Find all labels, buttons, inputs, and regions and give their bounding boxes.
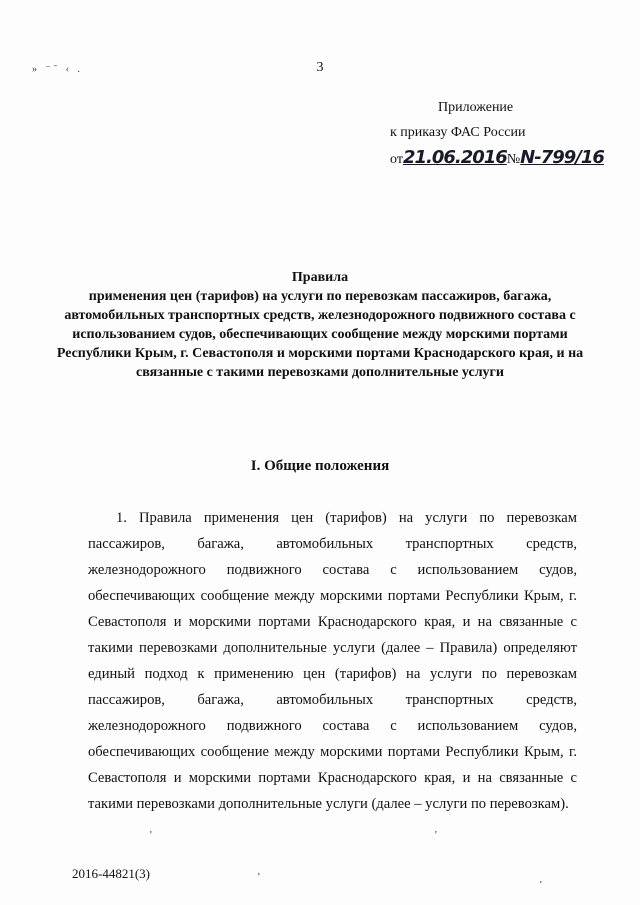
- attachment-block: [390, 95, 604, 172]
- date-prefix: от: [390, 152, 403, 167]
- attachment-date-line: [390, 145, 604, 172]
- rules-subtitle: применения цен (тарифов) на услуги по перевозкам пассажиров, багажа, автомобильных транспортных средств, железнодорожного подвижного состава с использованием судов, обеспечивающих сообщение между морскими портами Республики Крым, г. Севастополя и морскими портами Краснодарского края, и на связанные с такими перевозками дополнительные услуги: [56, 289, 584, 380]
- paragraph-1: 1. Правила применения цен (тарифов) на услуги по перевозкам пассажиров, багажа, автомобильных транспортных средств, железнодорожного подвижного состава с использованием судов, обеспечивающих сообщение между морскими портами Республики Крым, г. Севастополя и морскими портами Краснодарского края, и на связанные с такими перевозками дополнительные услуги (далее – Правила) определяют единый подход к применению цен (тарифов) на услуги по перевозкам пассажиров, багажа, автомобильных транспортных средств, железнодорожного подвижного состава с использованием судов, обеспечивающих сообщение между морскими портами Республики Крым, г. Севастополя и морскими портами Краснодарского края, и на связанные с такими перевозками дополнительные услуги (далее – услуги по перевозкам).: [88, 510, 577, 812]
- attachment-order-line: к приказу ФАС России: [390, 125, 526, 140]
- number-label: №: [506, 152, 521, 167]
- scan-tick-right: ': [540, 880, 542, 891]
- page-number: 3: [316, 60, 324, 75]
- handwritten-number: N-799/16: [520, 147, 604, 168]
- handwritten-date: 21.06.2016: [402, 147, 507, 168]
- scan-dot-right: ': [435, 830, 437, 841]
- document-code: 2016-44821(3): [72, 866, 150, 881]
- scan-tick-mid: ': [258, 872, 260, 883]
- scan-dot-left: ': [150, 830, 152, 841]
- attachment-title: Приложение: [438, 100, 514, 115]
- section-title: I. Общие положения: [250, 458, 390, 474]
- scan-marks: » ⁻ˉ ‹ .: [32, 64, 83, 75]
- rules-heading: [40, 268, 600, 382]
- rules-title: Правила: [291, 270, 349, 285]
